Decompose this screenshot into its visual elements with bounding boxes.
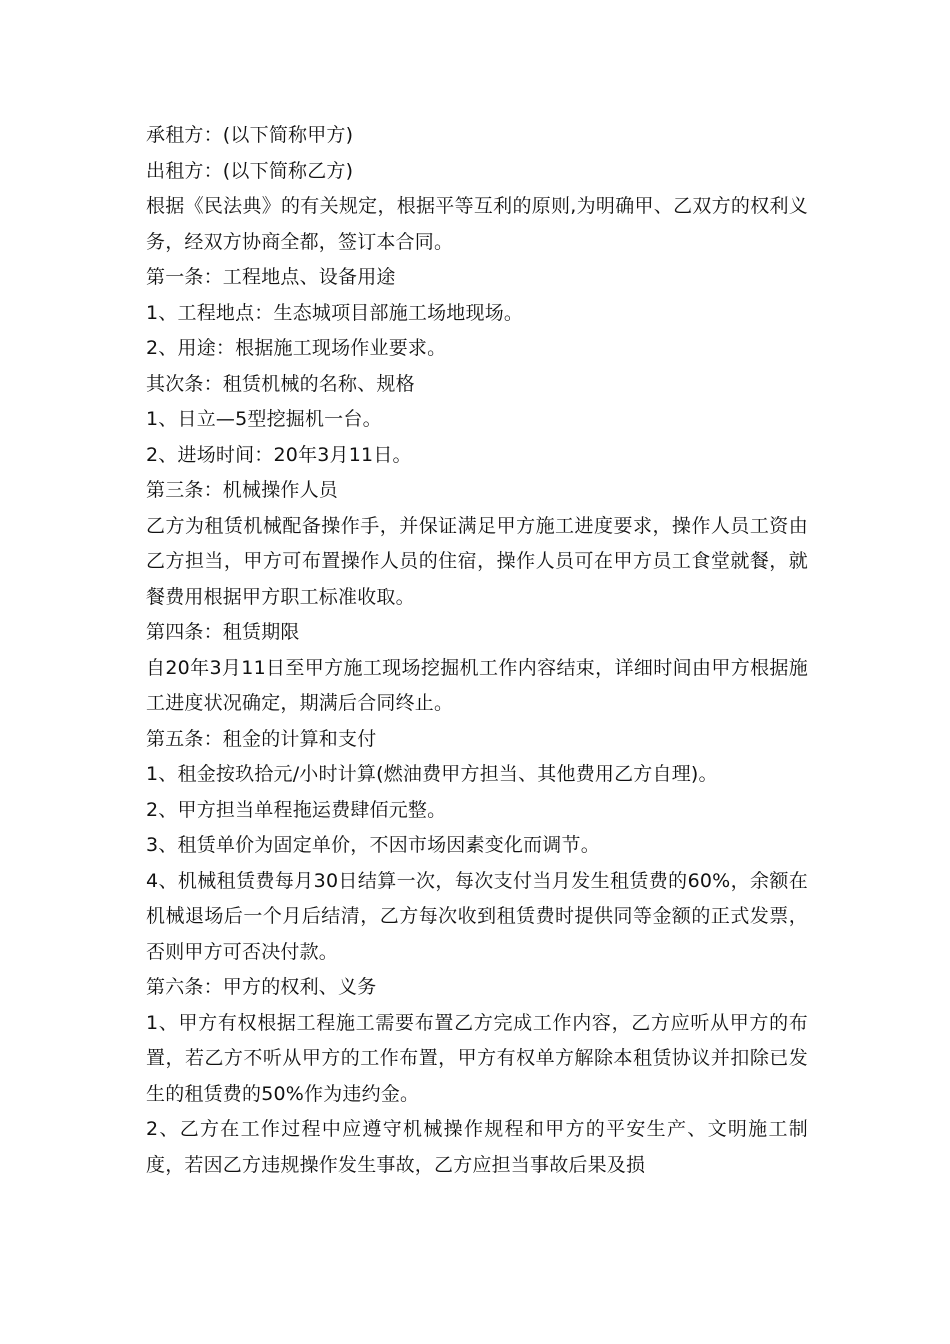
- article-6-item-1: 1、甲方有权根据工程施工需要布置乙方完成工作内容，乙方应听从甲方的布置，若乙方不听从甲方的工作布置，甲方有权单方解除本租赁协议并扣除已发生的租赁费的50%作为违约金。: [146, 1011, 808, 1105]
- article-4-heading: 第四条：租赁期限: [146, 621, 300, 643]
- article-2-item-2: 2、进场时间：20年3月11日。: [146, 443, 412, 466]
- article-3-paragraph: 乙方为租赁机械配备操作手，并保证满足甲方施工进度要求，操作人员工资由乙方担当，甲方可布置操作人员的住宿，操作人员可在甲方员工食堂就餐，就餐费用根据甲方职工标准收取。: [146, 514, 808, 608]
- article-5-heading: 第五条：租金的计算和支付: [146, 727, 377, 750]
- article-5-item-3: 3、租赁单价为固定单价，不因市场因素变化而调节。: [146, 834, 600, 856]
- article-6-item-2: 2、乙方在工作过程中应遵守机械操作规程和甲方的平安生产、文明施工制度，若因乙方违规操作发生事故，乙方应担当事故后果及损: [146, 1118, 808, 1176]
- article-2-item-1: 1、日立—5型挖掘机一台。: [146, 408, 382, 430]
- article-4-paragraph: 自20年3月11日至甲方施工现场挖掘机工作内容结束，详细时间由甲方根据施工进度状况确定，期满后合同终止。: [146, 656, 808, 714]
- article-6-heading: 第六条：甲方的权利、义务: [146, 976, 377, 998]
- article-1-item-2: 2、用途：根据施工现场作业要求。: [146, 337, 447, 359]
- lessee-line: 承租方：(以下简称甲方): [146, 124, 354, 146]
- article-1-heading: 第一条：工程地点、设备用途: [146, 266, 396, 288]
- article-5-item-4: 4、机械租赁费每月30日结算一次，每次支付当月发生租赁费的60%，余额在机械退场后一个月后结清，乙方每次收到租赁费时提供同等金额的正式发票，否则甲方可否决付款。: [146, 869, 808, 963]
- preamble-paragraph: 根据《民法典》的有关规定，根据平等互利的原则,为明确甲、乙双方的权利义务，经双方协商全都，签订本合同。: [146, 195, 808, 253]
- article-3-heading: 第三条：机械操作人员: [146, 479, 339, 501]
- article-5-item-1: 1、租金按玖拾元/小时计算(燃油费甲方担当、其他费用乙方自理)。: [146, 763, 718, 785]
- lessor-line: 出租方：(以下简称乙方): [146, 159, 354, 182]
- article-2-heading: 其次条：租赁机械的名称、规格: [146, 372, 415, 395]
- article-5-item-2: 2、甲方担当单程拖运费肆佰元整。: [146, 798, 447, 821]
- article-1-item-1: 1、工程地点：生态城项目部施工场地现场。: [146, 301, 524, 324]
- contract-body: [146, 118, 808, 1183]
